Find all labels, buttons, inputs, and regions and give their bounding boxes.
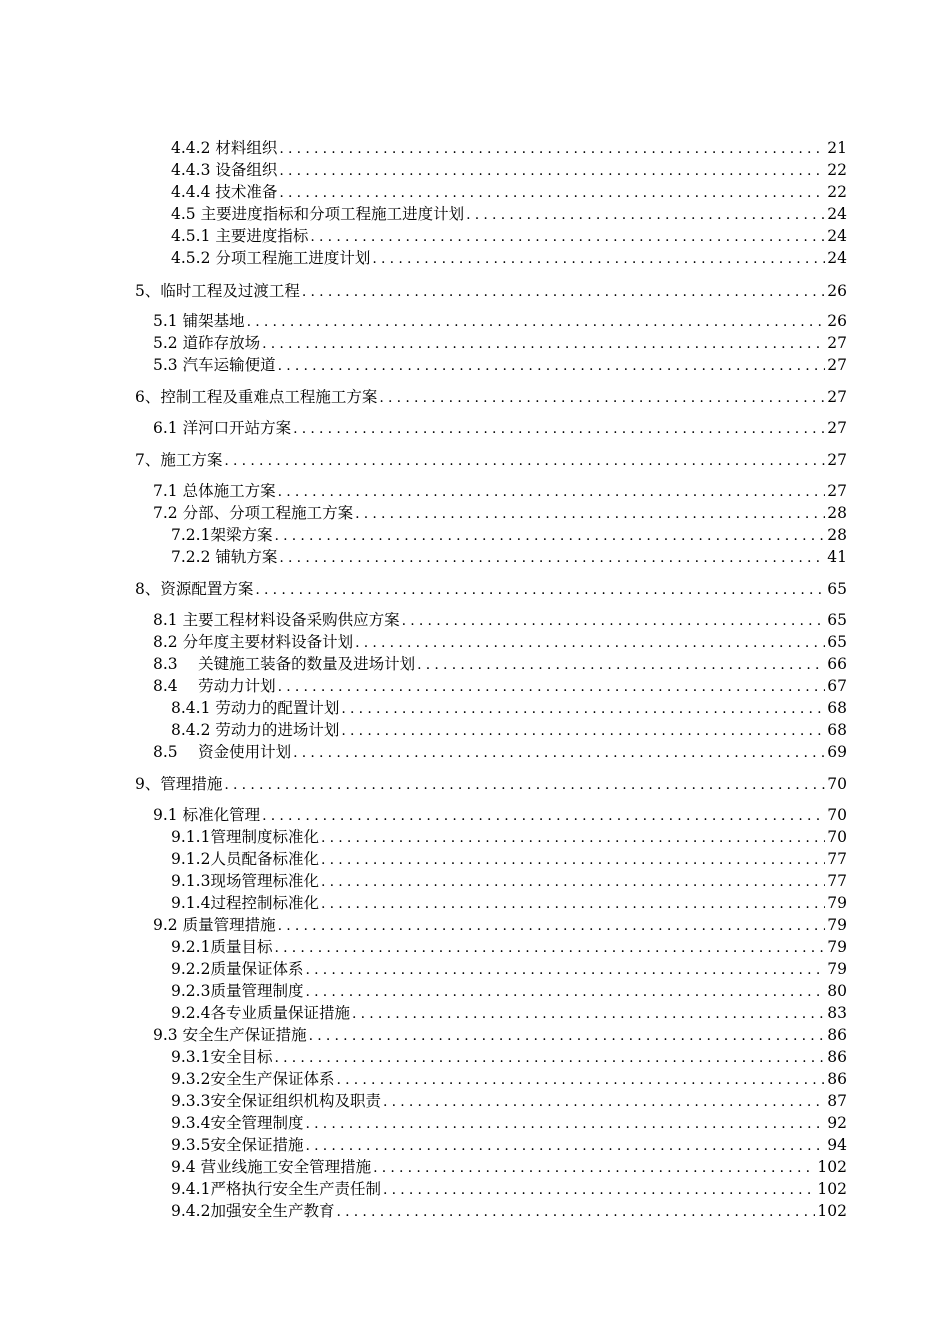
toc-entry-page: 102	[817, 1202, 847, 1220]
toc-entry-page: 24	[827, 249, 847, 267]
toc-leader-dots	[262, 335, 825, 353]
toc-entry-page: 83	[827, 1004, 847, 1022]
toc-entry[interactable]	[153, 740, 847, 762]
toc-entry[interactable]	[171, 957, 847, 979]
toc-entry[interactable]	[153, 652, 847, 674]
toc-leader-dots	[417, 656, 825, 674]
toc-entry-page: 28	[827, 504, 847, 522]
toc-entry[interactable]	[171, 847, 847, 869]
toc-entry-page: 79	[827, 916, 847, 934]
toc-entry-page: 94	[827, 1136, 847, 1154]
toc-leader-dots	[305, 1115, 825, 1133]
toc-entry-title: 8.1 主要工程材料设备采购供应方案	[153, 611, 400, 629]
toc-entry-page: 92	[827, 1114, 847, 1132]
toc-entry[interactable]	[135, 279, 847, 301]
toc-leader-dots	[373, 1159, 815, 1177]
toc-entry[interactable]	[171, 1133, 847, 1155]
toc-entry[interactable]	[153, 331, 847, 353]
toc-entry-title: 9.3.2安全生产保证体系	[171, 1070, 335, 1088]
toc-entry-title: 4.5 主要进度指标和分项工程施工进度计划	[171, 205, 465, 223]
toc-entry-page: 65	[827, 611, 847, 629]
toc-entry-page: 27	[827, 482, 847, 500]
toc-entry[interactable]	[153, 608, 847, 630]
toc-entry[interactable]	[153, 803, 847, 825]
toc-entry-page: 79	[827, 894, 847, 912]
toc-entry[interactable]	[171, 825, 847, 847]
toc-entry[interactable]	[171, 1045, 847, 1067]
toc-entry[interactable]	[171, 1111, 847, 1133]
toc-entry-title: 9.1.1管理制度标准化	[171, 828, 319, 846]
toc-entry-page: 27	[827, 451, 847, 469]
toc-entry[interactable]	[153, 1023, 847, 1045]
toc-entry-title: 5.2 道砟存放场	[153, 334, 261, 352]
toc-entry-title: 9.1.4过程控制标准化	[171, 894, 319, 912]
toc-leader-dots	[293, 420, 825, 438]
toc-entry-page: 24	[827, 227, 847, 245]
toc-entry-page: 68	[827, 721, 847, 739]
toc-entry-page: 26	[827, 282, 847, 300]
toc-leader-dots	[247, 313, 826, 331]
toc-entry-title: 9、管理措施	[135, 775, 223, 793]
toc-leader-dots	[321, 851, 825, 869]
toc-entry[interactable]	[171, 891, 847, 913]
toc-entry[interactable]	[171, 202, 847, 224]
toc-leader-dots	[278, 483, 826, 501]
toc-entry[interactable]	[153, 353, 847, 375]
toc-entry-page: 102	[817, 1158, 847, 1176]
toc-entry-page: 69	[827, 743, 847, 761]
toc-entry[interactable]	[171, 158, 847, 180]
toc-entry-page: 86	[827, 1048, 847, 1066]
toc-entry-title: 9.3.3安全保证组织机构及职责	[171, 1092, 381, 1110]
toc-entry-title: 4.4.3 设备组织	[171, 161, 278, 179]
toc-entry[interactable]	[171, 246, 847, 268]
toc-entry-title: 8.4.1 劳动力的配置计划	[171, 699, 340, 717]
toc-entry-title: 4.5.2 分项工程施工进度计划	[171, 249, 371, 267]
toc-entry-title: 9.3.5安全保证措施	[171, 1136, 304, 1154]
toc-entry-title: 5.3 汽车运输便道	[153, 356, 276, 374]
toc-entry-page: 28	[827, 526, 847, 544]
toc-entry[interactable]	[171, 1177, 847, 1199]
toc-entry[interactable]	[153, 416, 847, 438]
toc-entry-title: 5、临时工程及过渡工程	[135, 282, 300, 300]
toc-entry-page: 21	[827, 139, 847, 157]
toc-entry-title: 7.1 总体施工方案	[153, 482, 276, 500]
toc-entry[interactable]	[171, 1199, 847, 1221]
toc-leader-dots	[279, 162, 825, 180]
toc-leader-dots	[274, 939, 825, 957]
toc-entry-title: 9.1.2人员配备标准化	[171, 850, 319, 868]
toc-leader-dots	[278, 917, 826, 935]
toc-leader-dots	[262, 807, 825, 825]
toc-entry-page: 70	[827, 806, 847, 824]
toc-leader-dots	[341, 722, 825, 740]
toc-entry-page: 77	[827, 850, 847, 868]
toc-entry-title: 4.4.2 材料组织	[171, 139, 278, 157]
toc-entry-title: 9.4 营业线施工安全管理措施	[171, 1158, 372, 1176]
toc-entry-page: 22	[827, 161, 847, 179]
toc-entry-page: 86	[827, 1070, 847, 1088]
toc-entry[interactable]	[171, 545, 847, 567]
toc-leader-dots	[279, 549, 825, 567]
toc-entry-title: 7.2.2 铺轨方案	[171, 548, 278, 566]
toc-entry[interactable]	[153, 630, 847, 652]
toc-entry-page: 70	[827, 775, 847, 793]
toc-entry-title: 9.3.4安全管理制度	[171, 1114, 304, 1132]
toc-entry[interactable]	[171, 523, 847, 545]
toc-entry[interactable]	[171, 935, 847, 957]
toc-entry-title: 4.5.1 主要进度指标	[171, 227, 309, 245]
toc-entry-title: 6、控制工程及重难点工程施工方案	[135, 388, 378, 406]
toc-leader-dots	[352, 1005, 825, 1023]
toc-leader-dots	[383, 1181, 815, 1199]
toc-entry[interactable]	[135, 385, 847, 407]
toc-entry-page: 27	[827, 356, 847, 374]
toc-leader-dots	[402, 612, 826, 630]
toc-leader-dots	[355, 634, 825, 652]
toc-leader-dots	[293, 744, 825, 762]
toc-entry-page: 27	[827, 388, 847, 406]
toc-entry-title: 8.4.2 劳动力的进场计划	[171, 721, 340, 739]
toc-entry-title: 8、资源配置方案	[135, 580, 254, 598]
toc-entry-page: 77	[827, 872, 847, 890]
toc-entry-page: 68	[827, 699, 847, 717]
toc-leader-dots	[274, 1049, 825, 1067]
toc-entry-page: 79	[827, 960, 847, 978]
toc-entry-page: 27	[827, 334, 847, 352]
toc-leader-dots	[274, 527, 825, 545]
toc-entry-page: 79	[827, 938, 847, 956]
toc-leader-dots	[224, 776, 825, 794]
toc-leader-dots	[321, 873, 825, 891]
toc-entry-title: 9.2.1质量目标	[171, 938, 273, 956]
toc-entry[interactable]	[171, 1067, 847, 1089]
toc-entry-page: 24	[827, 205, 847, 223]
toc-entry-title: 9.3 安全生产保证措施	[153, 1026, 307, 1044]
toc-leader-dots	[279, 184, 825, 202]
toc-leader-dots	[305, 1137, 825, 1155]
toc-entry-title: 9.2 质量管理措施	[153, 916, 276, 934]
toc-leader-dots	[309, 1027, 826, 1045]
toc-entry-page: 66	[827, 655, 847, 673]
toc-entry-title: 9.4.2加强安全生产教育	[171, 1202, 335, 1220]
toc-entry[interactable]	[135, 577, 847, 599]
toc-entry[interactable]	[171, 180, 847, 202]
toc-entry-title: 7、施工方案	[135, 451, 223, 469]
toc-entry-title: 9.1.3现场管理标准化	[171, 872, 319, 890]
toc-leader-dots	[372, 250, 825, 268]
toc-leader-dots	[379, 389, 825, 407]
toc-entry-title: 9.1 标准化管理	[153, 806, 261, 824]
toc-entry-title: 7.2.1架梁方案	[171, 526, 273, 544]
toc-leader-dots	[336, 1203, 815, 1221]
toc-leader-dots	[305, 983, 825, 1001]
toc-leader-dots	[279, 140, 825, 158]
toc-leader-dots	[466, 206, 825, 224]
toc-entry-page: 87	[827, 1092, 847, 1110]
toc-entry-title: 9.2.3质量管理制度	[171, 982, 304, 1000]
toc-leader-dots	[355, 505, 825, 523]
toc-entry-page: 41	[827, 548, 847, 566]
toc-entry-page: 26	[827, 312, 847, 330]
toc-entry-page: 65	[827, 580, 847, 598]
toc-entry-title: 8.5 资金使用计划	[153, 743, 292, 761]
toc-entry-title: 9.3.1安全目标	[171, 1048, 273, 1066]
toc-entry-title: 9.2.2质量保证体系	[171, 960, 304, 978]
toc-entry[interactable]	[171, 136, 847, 158]
toc-leader-dots	[305, 961, 825, 979]
toc-entry[interactable]	[153, 309, 847, 331]
toc-leader-dots	[302, 283, 825, 301]
toc-entry-page: 27	[827, 419, 847, 437]
toc-entry[interactable]	[171, 979, 847, 1001]
toc-leader-dots	[255, 581, 825, 599]
toc-entry-page: 102	[817, 1180, 847, 1198]
toc-entry-page: 80	[827, 982, 847, 1000]
toc-leader-dots	[321, 895, 825, 913]
toc-leader-dots	[278, 357, 826, 375]
toc-entry[interactable]	[153, 479, 847, 501]
toc-entry-page: 86	[827, 1026, 847, 1044]
toc-entry-page: 22	[827, 183, 847, 201]
toc-entry-title: 8.4 劳动力计划	[153, 677, 276, 695]
toc-entry[interactable]	[171, 1155, 847, 1177]
toc-leader-dots	[224, 452, 825, 470]
toc-entry[interactable]	[171, 869, 847, 891]
toc-entry-page: 70	[827, 828, 847, 846]
toc-leader-dots	[383, 1093, 825, 1111]
toc-entry[interactable]	[153, 501, 847, 523]
toc-entry-page: 65	[827, 633, 847, 651]
toc-entry-page: 67	[827, 677, 847, 695]
toc-leader-dots	[321, 829, 825, 847]
toc-entry-title: 6.1 洋河口开站方案	[153, 419, 292, 437]
toc-leader-dots	[310, 228, 825, 246]
toc-entry[interactable]	[171, 1001, 847, 1023]
toc-entry-title: 8.3 关键施工装备的数量及进场计划	[153, 655, 416, 673]
toc-entry[interactable]	[171, 224, 847, 246]
toc-entry-title: 9.2.4各专业质量保证措施	[171, 1004, 350, 1022]
toc-entry[interactable]	[171, 1089, 847, 1111]
toc-leader-dots	[336, 1071, 825, 1089]
toc-entry[interactable]	[153, 674, 847, 696]
toc-entry[interactable]	[171, 696, 847, 718]
toc-entry-title: 4.4.4 技术准备	[171, 183, 278, 201]
toc-entry-title: 5.1 铺架基地	[153, 312, 245, 330]
toc-entry-title: 8.2 分年度主要材料设备计划	[153, 633, 354, 651]
toc-entry[interactable]	[135, 772, 847, 794]
toc-leader-dots	[341, 700, 825, 718]
toc-entry-title: 7.2 分部、分项工程施工方案	[153, 504, 354, 522]
toc-entry[interactable]	[171, 718, 847, 740]
toc-entry[interactable]	[135, 448, 847, 470]
toc-leader-dots	[278, 678, 826, 696]
toc-entry-title: 9.4.1严格执行安全生产责任制	[171, 1180, 381, 1198]
toc-entry[interactable]	[153, 913, 847, 935]
